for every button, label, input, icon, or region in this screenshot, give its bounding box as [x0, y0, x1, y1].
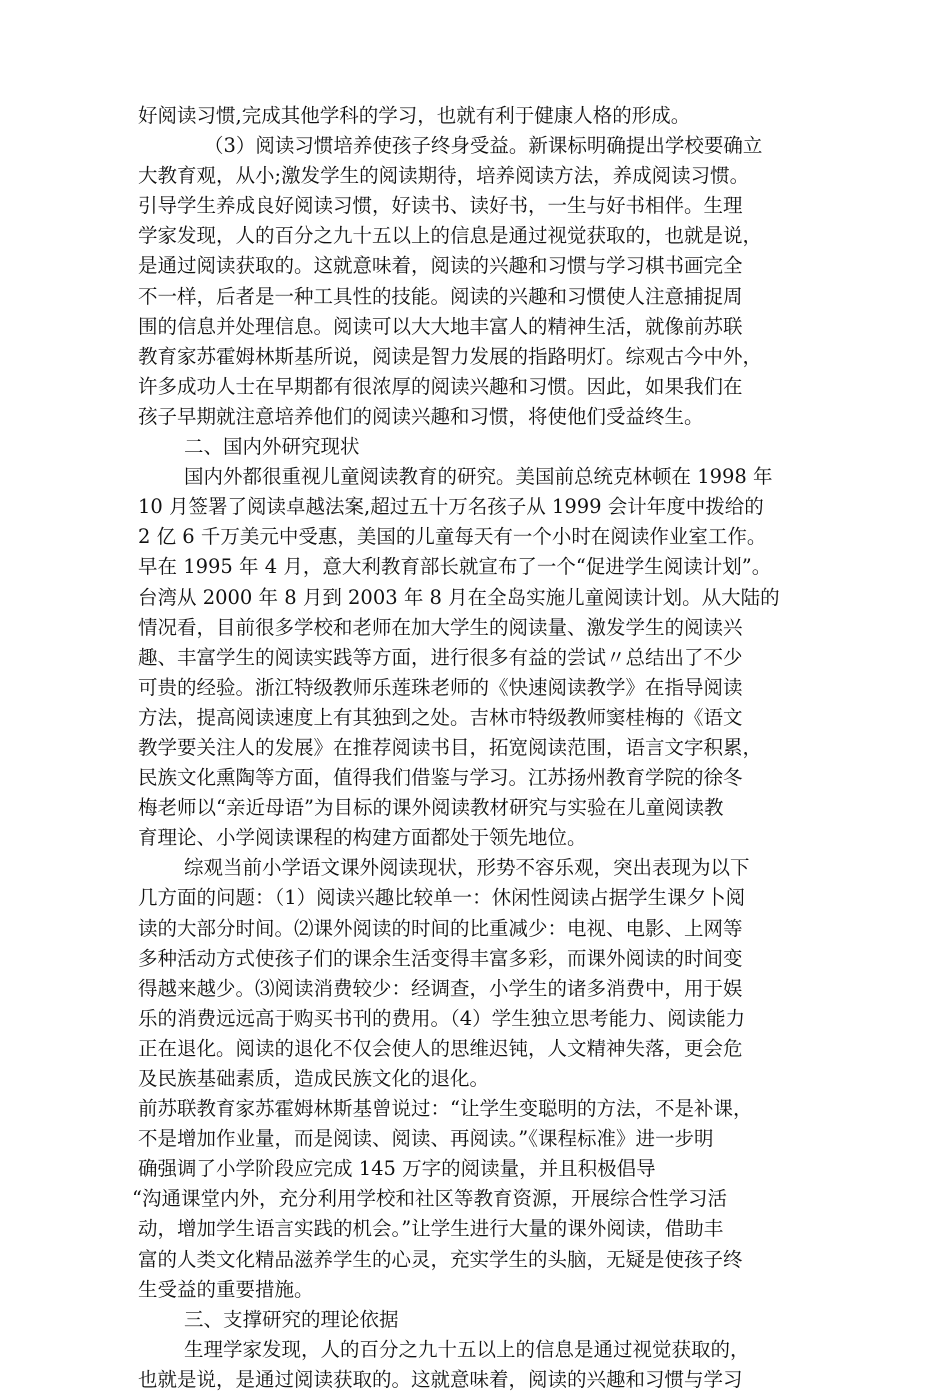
text-line: 梅老师以“亲近母语”为目标的课外阅读教材研究与实验在儿童阅读教	[138, 796, 724, 820]
text-line: 台湾从 2000 年 8 月到 2003 年 8 月在全岛实施儿童阅读计划。从大陆的	[138, 585, 780, 609]
text-line: 是通过阅读获取的。这就意味着，阅读的兴趣和习惯与学习棋书画完全	[138, 254, 743, 278]
text-line: 确强调了小学阶段应完成 145 万字的阅读量，并且积极倡导	[138, 1157, 656, 1181]
text-line: 10 月签署了阅读卓越法案,超过五十万名孩子从 1999 会计年度中拨给的	[138, 495, 764, 519]
text-line: 读的大部分时间。⑵课外阅读的时间的比重减少：电视、电影、上网等	[138, 916, 743, 940]
text-line: 得越来越少。⑶阅读消费较少：经调查，小学生的诸多消费中，用于娱	[138, 976, 743, 1000]
text-line: 孩子早期就注意培养他们的阅读兴趣和习惯，将使他们受益终生。	[138, 404, 704, 428]
text-line: 动，增加学生语言实践的机会。”让学生进行大量的课外阅读，借助丰	[138, 1217, 724, 1241]
text-line: 好阅读习惯,完成其他学科的学习，也就有利于健康人格的形成。	[138, 104, 691, 127]
text-line: 情况看，目前很多学校和老师在加大学生的阅读量、激发学生的阅读兴	[138, 615, 743, 639]
text-line: 趣、丰富学生的阅读实践等方面，进行很多有益的尝试〃总结出了不少	[138, 645, 743, 669]
text-line: 大教育观，从小;激发学生的阅读期待，培养阅读方法，养成阅读习惯。	[138, 164, 750, 188]
text-line: 围的信息并处理信息。阅读可以大大地丰富人的精神生活，就像前苏联	[138, 314, 743, 338]
text-line: （3）阅读习惯培养使孩子终身受益。新课标明确提出学校要确立	[204, 134, 763, 158]
text-line: 不一样，后者是一种工具性的技能。阅读的兴趣和习惯使人注意捕捉周	[138, 284, 743, 308]
text-line: 教育家苏霍姆林斯基所说，阅读是智力发展的指路明灯。综观古今中外，	[138, 344, 763, 368]
text-line: 2 亿 6 千万美元中受惠，美国的儿童每天有一个小时在阅读作业室工作。	[138, 525, 767, 549]
text-line: 许多成功人士在早期都有很浓厚的阅读兴趣和习惯。因此，如果我们在	[138, 374, 743, 398]
text-line: 可贵的经验。浙江特级教师乐莲珠老师的《快速阅读教学》在指导阅读	[138, 675, 743, 699]
text-line: 及民族基础素质，造成民族文化的退化。	[138, 1067, 490, 1090]
text-line: 育理论、小学阅读课程的构建方面都处于领先地位。	[138, 826, 587, 850]
text-line: 正在退化。阅读的退化不仅会使人的思维迟钝，人文精神失落，更会危	[138, 1036, 743, 1060]
text-line: 不是增加作业量，而是阅读、阅读、再阅读。”《课程标准》进一步明	[138, 1127, 714, 1151]
section-heading: 二、国内外研究现状	[184, 435, 360, 459]
text-line: 乐的消费远远高于购买书刊的费用。（4）学生独立思考能力、阅读能力	[138, 1006, 746, 1030]
text-line: 生理学家发现，人的百分之九十五以上的信息是通过视觉获取的，	[184, 1337, 750, 1361]
text-line: 方法，提高阅读速度上有其独到之处。吉林市特级教师窦桂梅的《语文	[138, 705, 743, 729]
text-line: 几方面的问题：（1）阅读兴趣比较单一：休闲性阅读占据学生课夕卜阅	[138, 886, 746, 910]
text-line: 引导学生养成良好阅读习惯，好读书、读好书，一生与好书相伴。生理	[138, 194, 743, 218]
text-line: 民族文化熏陶等方面，值得我们借鉴与学习。江苏扬州教育学院的徐冬	[138, 766, 743, 790]
section-heading: 三、支撑研究的理论依据	[184, 1307, 399, 1331]
text-line: 学家发现，人的百分之九十五以上的信息是通过视觉获取的，也就是说，	[138, 224, 763, 248]
document-body	[132, 101, 828, 1395]
text-line: “沟通课堂内外，充分利用学校和社区等教育资源，开展综合性学习活	[132, 1187, 727, 1211]
text-line: 富的人类文化精品滋养学生的心灵，充实学生的头脑，无疑是使孩子终	[138, 1247, 743, 1271]
text-line: 早在 1995 年 4 月，意大利教育部长就宣布了一个“促进学生阅读计划”。	[138, 555, 772, 579]
text-line: 教学要关注人的发展》在推荐阅读书目，拓宽阅读范围，语言文字积累，	[138, 735, 763, 759]
text-line: 综观当前小学语文课外阅读现状，形势不容乐观，突出表现为以下	[184, 856, 750, 880]
text-line: 多种活动方式使孩子们的课余生活变得丰富多彩，而课外阅读的时间变	[138, 946, 743, 970]
text-line: 国内外都很重视儿童阅读教育的研究。美国前总统克林顿在 1998 年	[184, 465, 773, 489]
text-line: 生受益的重要措施。	[138, 1277, 314, 1301]
text-line: 前苏联教育家苏霍姆林斯基曾说过：“让学生变聪明的方法，不是补课，	[138, 1097, 753, 1121]
text-line: 也就是说，是通过阅读获取的。这就意味着，阅读的兴趣和习惯与学习	[138, 1367, 743, 1391]
